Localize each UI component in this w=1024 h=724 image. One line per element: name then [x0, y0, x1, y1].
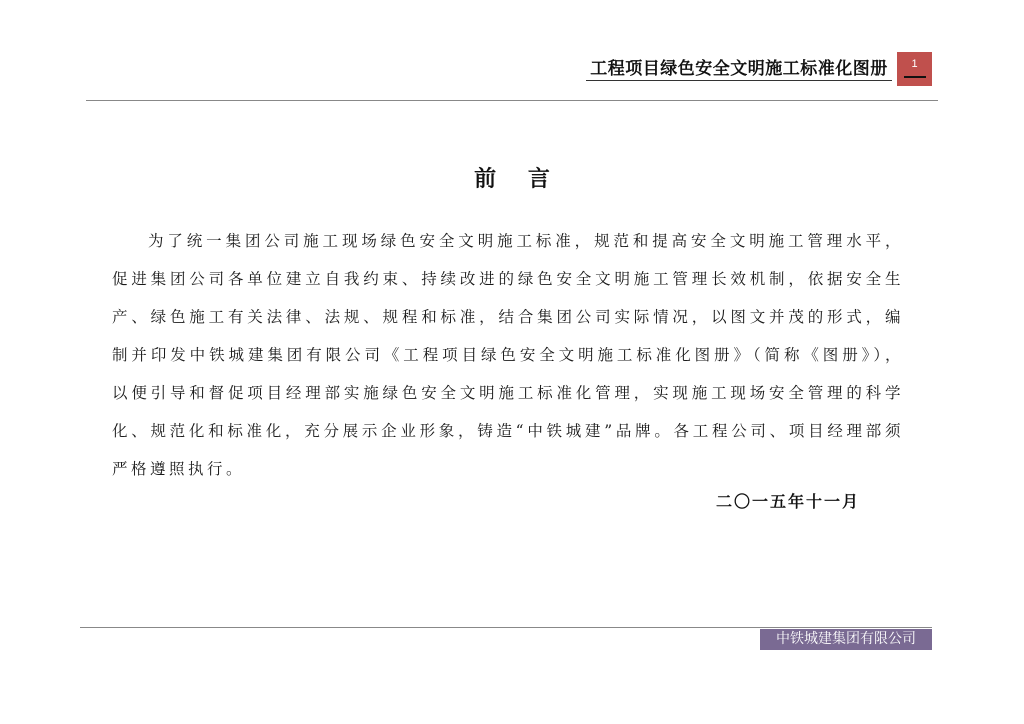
page-badge-underline [904, 76, 926, 78]
page-number: 1 [911, 58, 918, 70]
footer-company-badge [760, 629, 932, 650]
footer-divider [80, 627, 932, 628]
header-title: 工程项目绿色安全文明施工标准化图册 [590, 59, 888, 79]
footer-company-name: 中铁城建集团有限公司 [776, 631, 916, 647]
page-number-badge [897, 52, 932, 86]
document-date: 二〇一五年十一月 [716, 492, 861, 511]
header-title-underline [586, 80, 892, 81]
document-body-paragraph: 为了统一集团公司施工现场绿色安全文明施工标准，规范和提高安全文明施工管理水平，促进集团公司各单位建立自我约束、持续改进的绿色安全文明施工管理长效机制，依据安全生产、绿色施工有关法律、法规、规程和标准，结合集团公司实际情况，以图文并茂的形式，编制并印发中铁城建集团有限公司《工程项目绿色安全文明施工标准化图册》（简称《图册》），以便引导和督促项目经理部实施绿色安全文明施工标准化管理，实现施工现场安全管理的科学化、规范化和标准化，充分展示企业形象，铸造“中铁城建”品牌。各工程公司、项目经理部须严格遵照执行。 [112, 232, 904, 478]
header-divider [86, 100, 938, 101]
document-heading: 前 言 [474, 166, 562, 192]
